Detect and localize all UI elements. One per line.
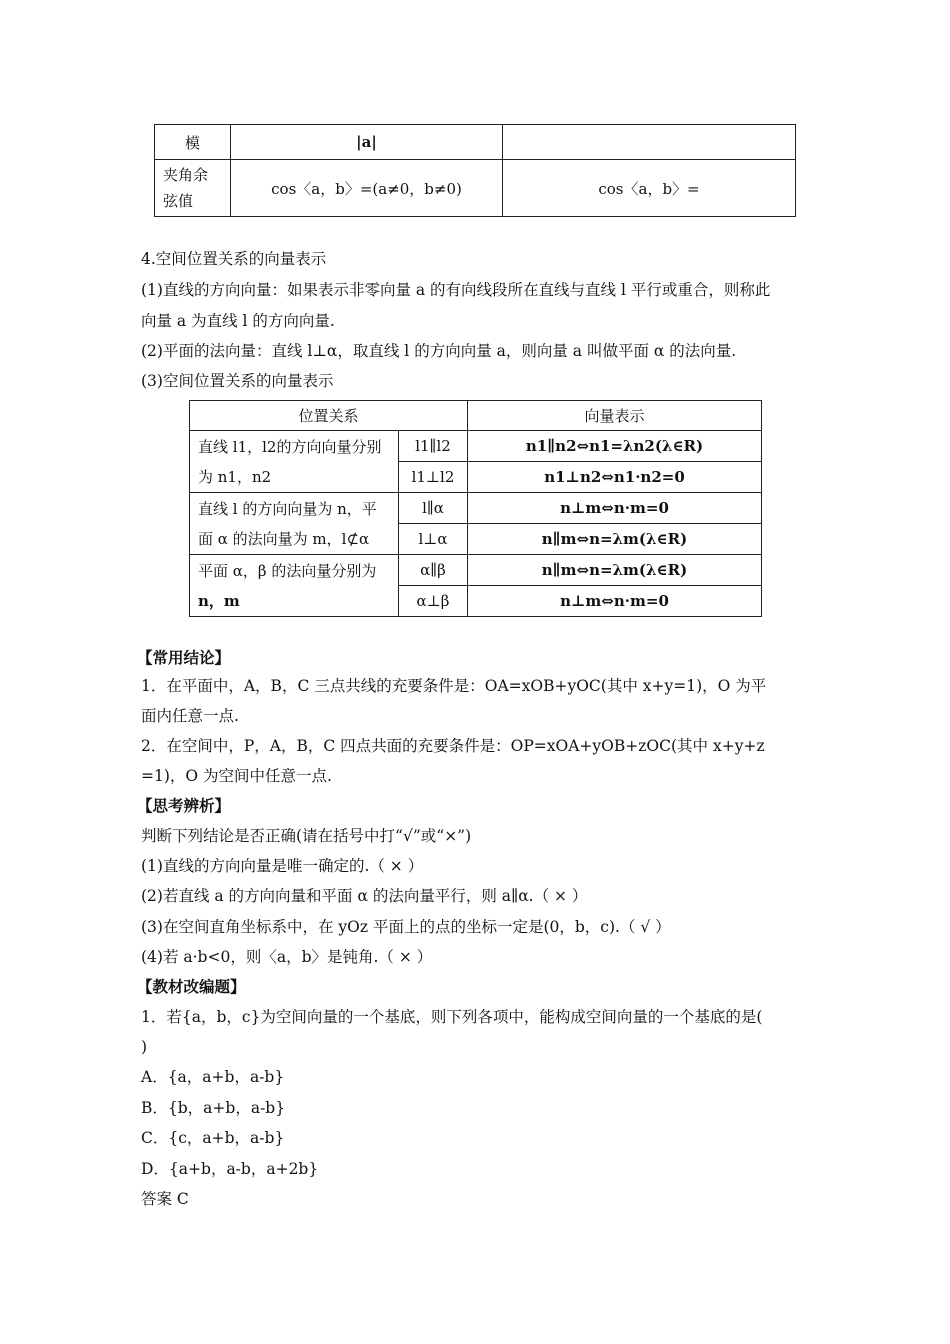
table2-group2-vec2: n∥m⇔n=λm(λ∈R): [468, 524, 762, 555]
textbook-heading: 【教材改编题】: [137, 977, 246, 996]
thinking-item-4: (4)若 a·b<0，则〈a，b〉是钝角.（ × ）: [141, 948, 433, 966]
conclusions-item1-line2: 面内任意一点.: [141, 707, 239, 725]
table1-row-cos-col2: cos〈a，b〉=: [503, 160, 796, 217]
table1-row-modulus-label: 模: [155, 125, 231, 160]
table2-group1-rel1: l1∥l2: [399, 431, 468, 462]
table2-header-left: 位置关系: [190, 401, 468, 431]
table2-group3-desc: [190, 555, 399, 617]
textbook-answer: 答案 C: [141, 1190, 189, 1208]
section4-p2: (2)平面的法向量：直线 l⊥α，取直线 l 的方向向量 a，则向量 a 叫做平面 α 的法向量.: [141, 342, 737, 360]
table2-group3-vec1: n∥m⇔n=λm(λ∈R): [468, 555, 762, 586]
position-relation-table: [189, 400, 762, 617]
table2-group3-rel2: α⊥β: [399, 586, 468, 617]
vector-formula-table: [154, 124, 796, 217]
textbook-option-d: D．{a+b，a-b，a+2b}: [141, 1160, 319, 1178]
table2-group1-vec1: n1∥n2⇔n1=λn2(λ∈R): [468, 431, 762, 462]
table2-group1-vec2: n1⊥n2⇔n1·n2=0: [468, 462, 762, 493]
conclusions-item1-line1: 1．在平面中，A，B，C 三点共线的充要条件是：OA=xOB+yOC(其中 x+y=1)，O 为平: [141, 677, 767, 695]
table2-group2-desc-line2: 面 α 的法向量为 m，l⊄α: [198, 529, 370, 548]
table2-group1-rel2: l1⊥l2: [399, 462, 468, 493]
textbook-option-b: B．{b，a+b，a-b}: [141, 1099, 286, 1117]
section4-p1-line1: (1)直线的方向向量：如果表示非零向量 a 的有向线段所在直线与直线 l 平行或重合，则称此: [141, 281, 771, 299]
textbook-option-a: A．{a，a+b，a-b}: [141, 1068, 285, 1086]
table2-group3-desc-line1: 平面 α，β 的法向量分别为: [198, 561, 377, 580]
table2-group3-desc-line2: n，m: [198, 591, 240, 610]
table1-row-modulus-col1: |a|: [231, 125, 503, 160]
table2-group1-desc-line1: 直线 l1，l2的方向向量分别: [198, 437, 382, 456]
table2-header-right: 向量表示: [468, 401, 762, 431]
table2-group1-desc-line2: 为 n1，n2: [198, 467, 272, 486]
section4-heading: 4.空间位置关系的向量表示: [141, 250, 327, 268]
table2-group1-desc: [190, 431, 399, 493]
conclusions-heading: 【常用结论】: [137, 648, 231, 667]
thinking-heading: 【思考辨析】: [137, 796, 231, 815]
section4-p3: (3)空间位置关系的向量表示: [141, 372, 334, 390]
thinking-item-3: (3)在空间直角坐标系中，在 yOz 平面上的点的坐标一定是(0，b，c).（ √ ）: [141, 918, 671, 936]
thinking-item-2: (2)若直线 a 的方向向量和平面 α 的法向量平行，则 a∥α.（ × ）: [141, 887, 588, 905]
table2-group2-desc-line1: 直线 l 的方向向量为 n，平: [198, 499, 377, 518]
textbook-question-line1: 1．若{a，b，c}为空间向量的一个基底，则下列各项中，能构成空间向量的一个基底的是(: [141, 1008, 763, 1026]
textbook-question-line2: ): [141, 1038, 148, 1056]
table2-group2-vec1: n⊥m⇔n·m=0: [468, 493, 762, 524]
conclusions-item2-line1: 2．在空间中，P，A，B，C 四点共面的充要条件是：OP=xOA+yOB+zOC(其中 x+y+z: [141, 737, 765, 755]
table1-cos-label-line1: 夹角余: [163, 166, 209, 184]
thinking-item-1: (1)直线的方向向量是唯一确定的.（ × ）: [141, 857, 424, 875]
table2-group2-rel2: l⊥α: [399, 524, 468, 555]
table1-cos-label-line2: 弦值: [163, 192, 194, 210]
table1-row-modulus-col2: [503, 125, 796, 160]
table2-group3-rel1: α∥β: [399, 555, 468, 586]
table2-group2-rel1: l∥α: [399, 493, 468, 524]
thinking-intro: 判断下列结论是否正确(请在括号中打“√”或“×”): [141, 827, 472, 845]
table1-row-cos-col1: cos〈a，b〉=(a≠0，b≠0): [231, 160, 503, 217]
section4-p1-line2: 向量 a 为直线 l 的方向向量.: [141, 312, 335, 330]
table1-row-cos-label: [155, 160, 231, 217]
table2-group3-vec2: n⊥m⇔n·m=0: [468, 586, 762, 617]
table2-group2-desc: [190, 493, 399, 555]
textbook-option-c: C．{c，a+b，a-b}: [141, 1129, 285, 1147]
conclusions-item2-line2: =1)，O 为空间中任意一点.: [141, 767, 332, 785]
